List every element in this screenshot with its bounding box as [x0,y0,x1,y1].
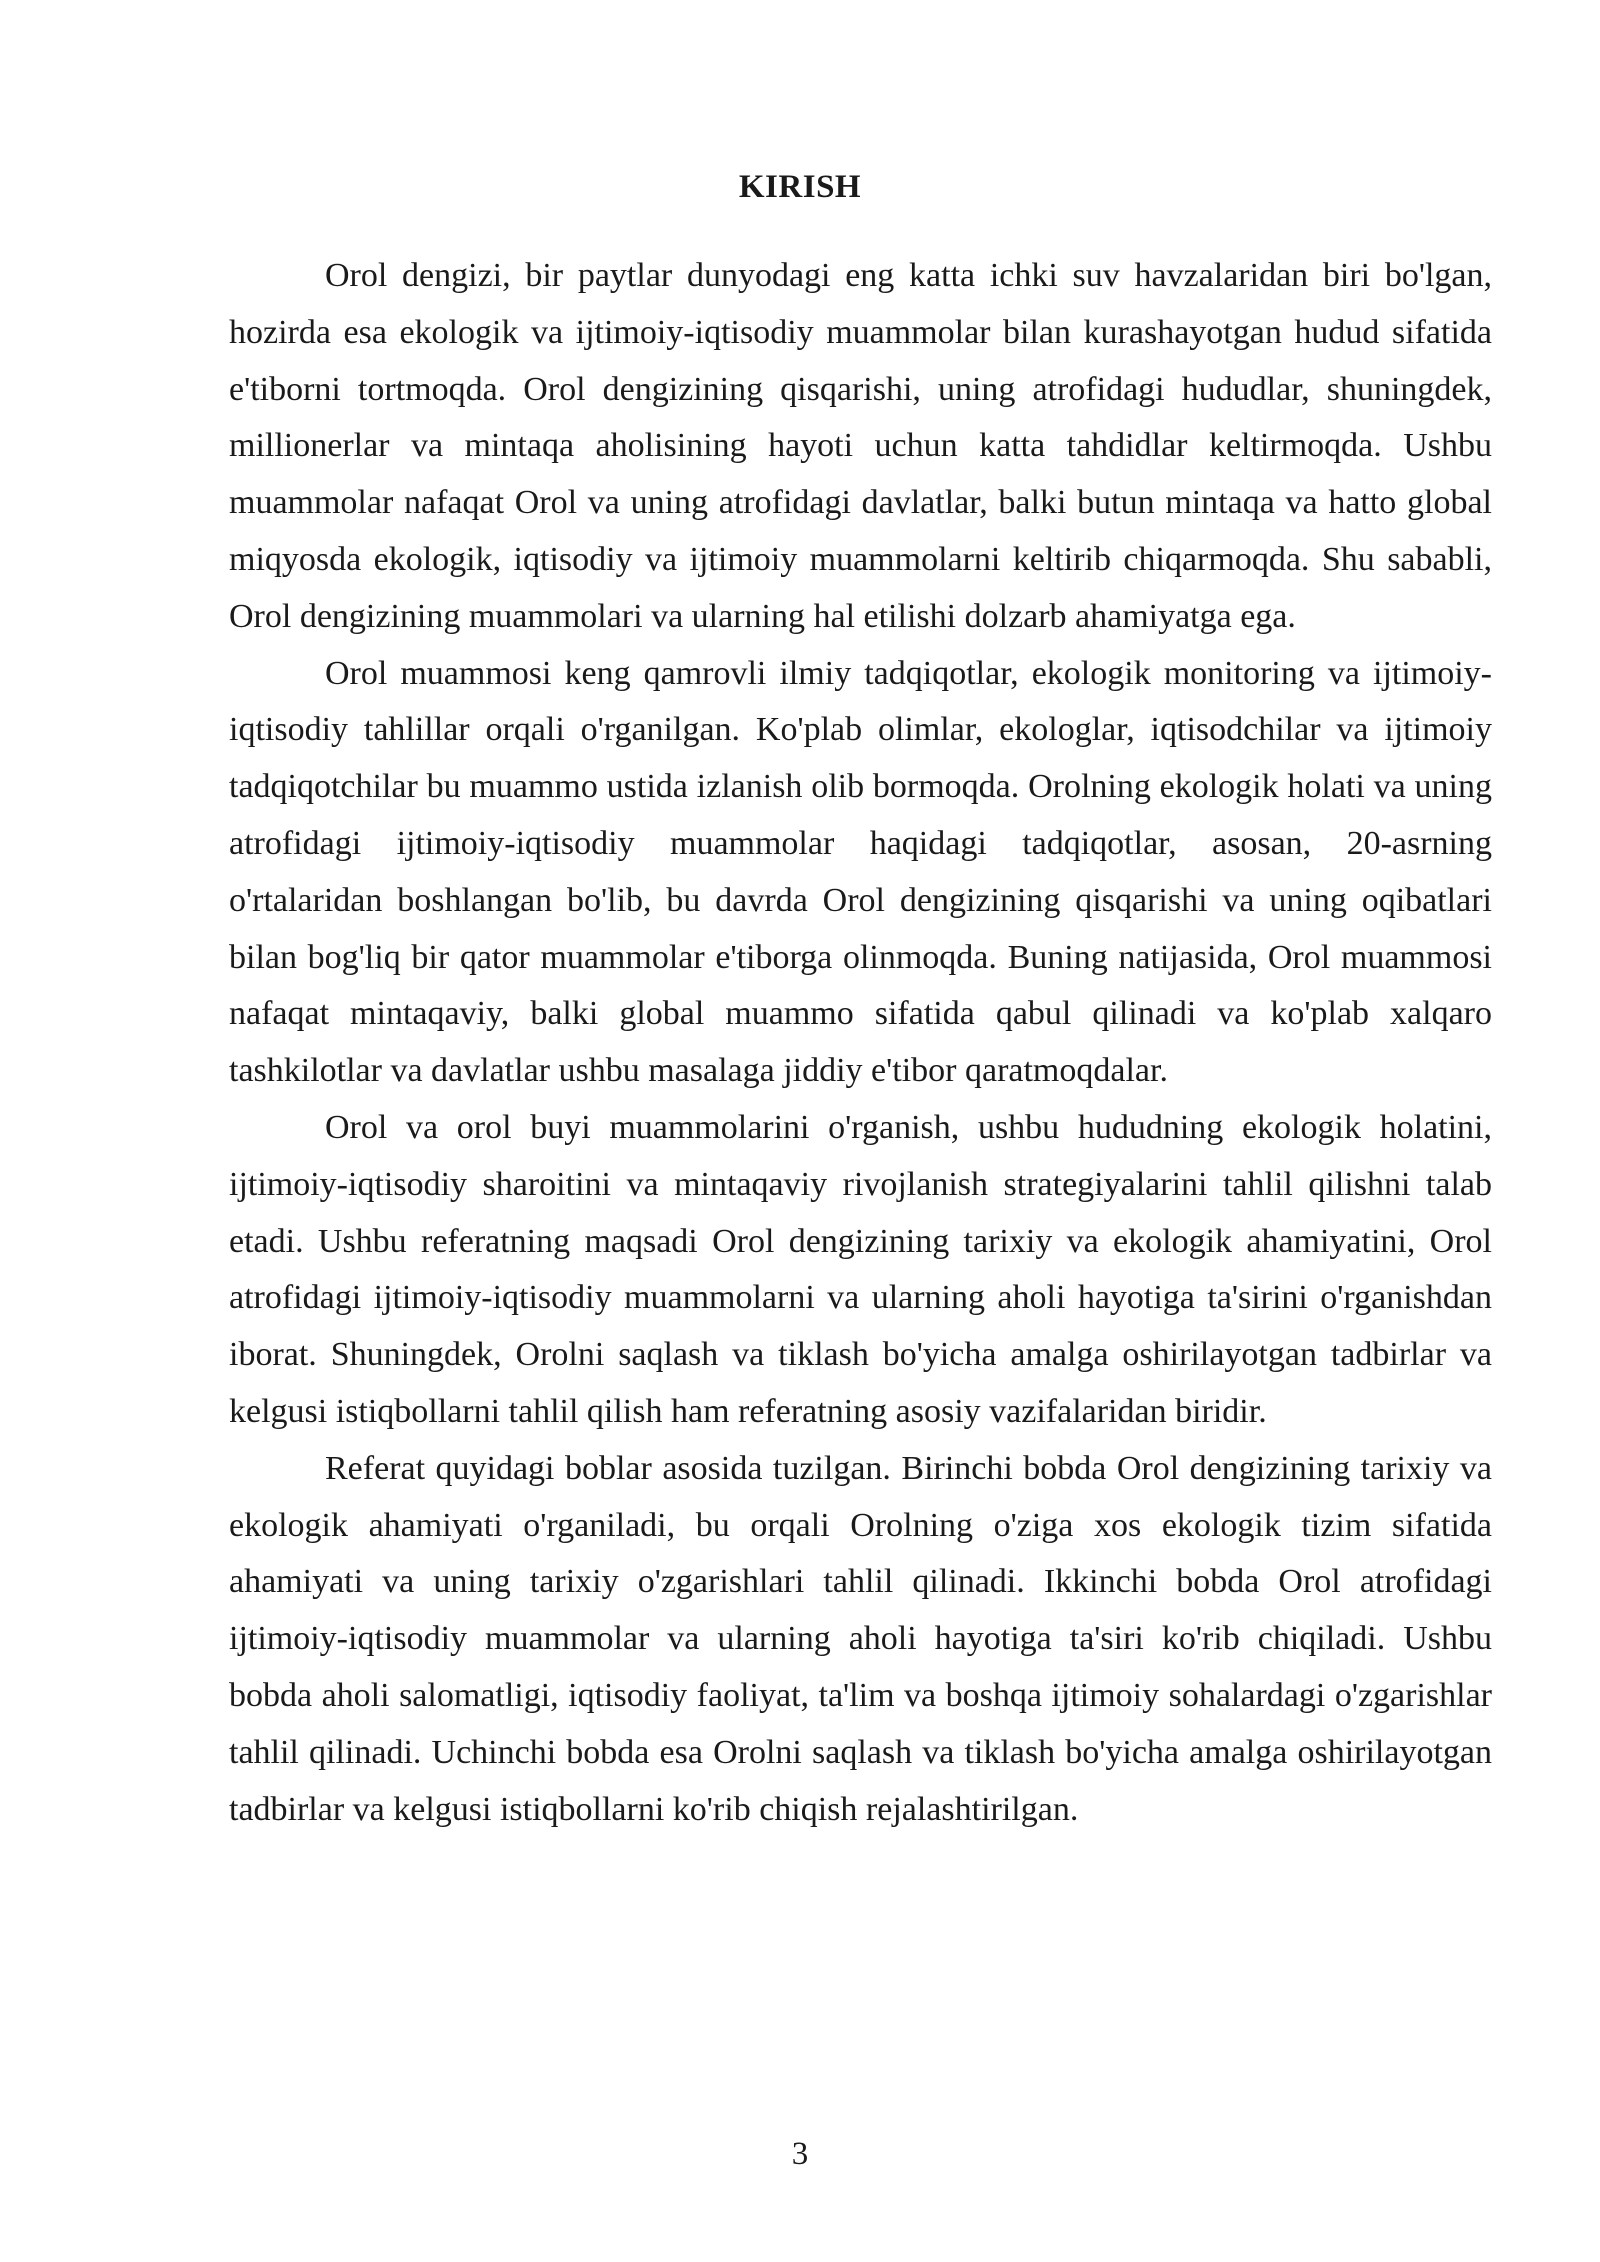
page-number: 3 [791,2136,809,2172]
document-body [229,248,1492,1838]
page-title: KIRISH [738,169,862,205]
paragraph-3: Orol va orol buyi muammolarini o'rganish, ushbu hududning ekologik holatini, ijtimoiy-iqtisodiy sharoitini va mintaqaviy rivojlanish strategiyalarini tahlil qilishni talab etadi. Ushbu referatning maqsadi Orol dengizining tarixiy va ekologik ahamiyatini, Orol atrofidagi ijtimoiy-iqtisodiy muammolarni va ularning aholi hayotiga ta'sirini o'rganishdan iborat. Shuningdek, Orolni saqlash va tiklash bo'yicha amalga oshirilayotgan tadbirlar va kelgusi istiqbollarni tahlil qilish ham referatning asosiy vazifalaridan biridir. [229,1108,1492,1430]
paragraph-1: Orol dengizi, bir paytlar dunyodagi eng katta ichki suv havzalaridan biri bo'lgan, hozirda esa ekologik va ijtimoiy-iqtisodiy muammolar bilan kurashayotgan hudud sifatida e'tiborni tortmoqda. Orol dengizining qisqarishi, uning atrofidagi hududlar, shuningdek, millionerlar va mintaqa aholisining hayoti uchun katta tahdidlar keltirmoqda. Ushbu muammolar nafaqat Orol va uning atrofidagi davlatlar, balki butun mintaqa va hatto global miqyosda ekologik, iqtisodiy va ijtimoiy muammolarni keltirib chiqarmoqda. Shu sababli, Orol dengizining muammolari va ularning hal etilishi dolzarb ahamiyatga ega. [229,257,1492,635]
paragraph-2: Orol muammosi keng qamrovli ilmiy tadqiqotlar, ekologik monitoring va ijtimoiy-iqtisodiy tahlillar orqali o'rganilgan. Ko'plab olimlar, ekologlar, iqtisodchilar va ijtimoiy tadqiqotchilar bu muammo ustida izlanish olib bormoqda. Orolning ekologik holati va uning atrofidagi ijtimoiy-iqtisodiy muammolar haqidagi tadqiqotlar, asosan, 20-asrning o'rtalaridan boshlangan bo'lib, bu davrda Orol dengizining qisqarishi va uning oqibatlari bilan bog'liq bir qator muammolar e'tiborga olinmoqda. Buning natijasida, Orol muammosi nafaqat mintaqaviy, balki global muammo sifatida qabul qilinadi va ko'plab xalqaro tashkilotlar va davlatlar ushbu masalaga jiddiy e'tibor qaratmoqdalar. [229,654,1492,1090]
paragraph-4: Referat quyidagi boblar asosida tuzilgan. Birinchi bobda Orol dengizining tarixiy va ekologik ahamiyati o'rganiladi, bu orqali Orolning o'ziga xos ekologik tizim sifatida ahamiyati va uning tarixiy o'zgarishlari tahlil qilinadi. Ikkinchi bobda Orol atrofidagi ijtimoiy-iqtisodiy muammolar va ularning aholi hayotiga ta'siri ko'rib chiqiladi. Ushbu bobda aholi salomatligi, iqtisodiy faoliyat, ta'lim va boshqa ijtimoiy sohalardagi o'zgarishlar tahlil qilinadi. Uchinchi bobda esa Orolni saqlash va tiklash bo'yicha amalga oshirilayotgan tadbirlar va kelgusi istiqbollarni ko'rib chiqish rejalashtirilgan. [229,1449,1492,1828]
